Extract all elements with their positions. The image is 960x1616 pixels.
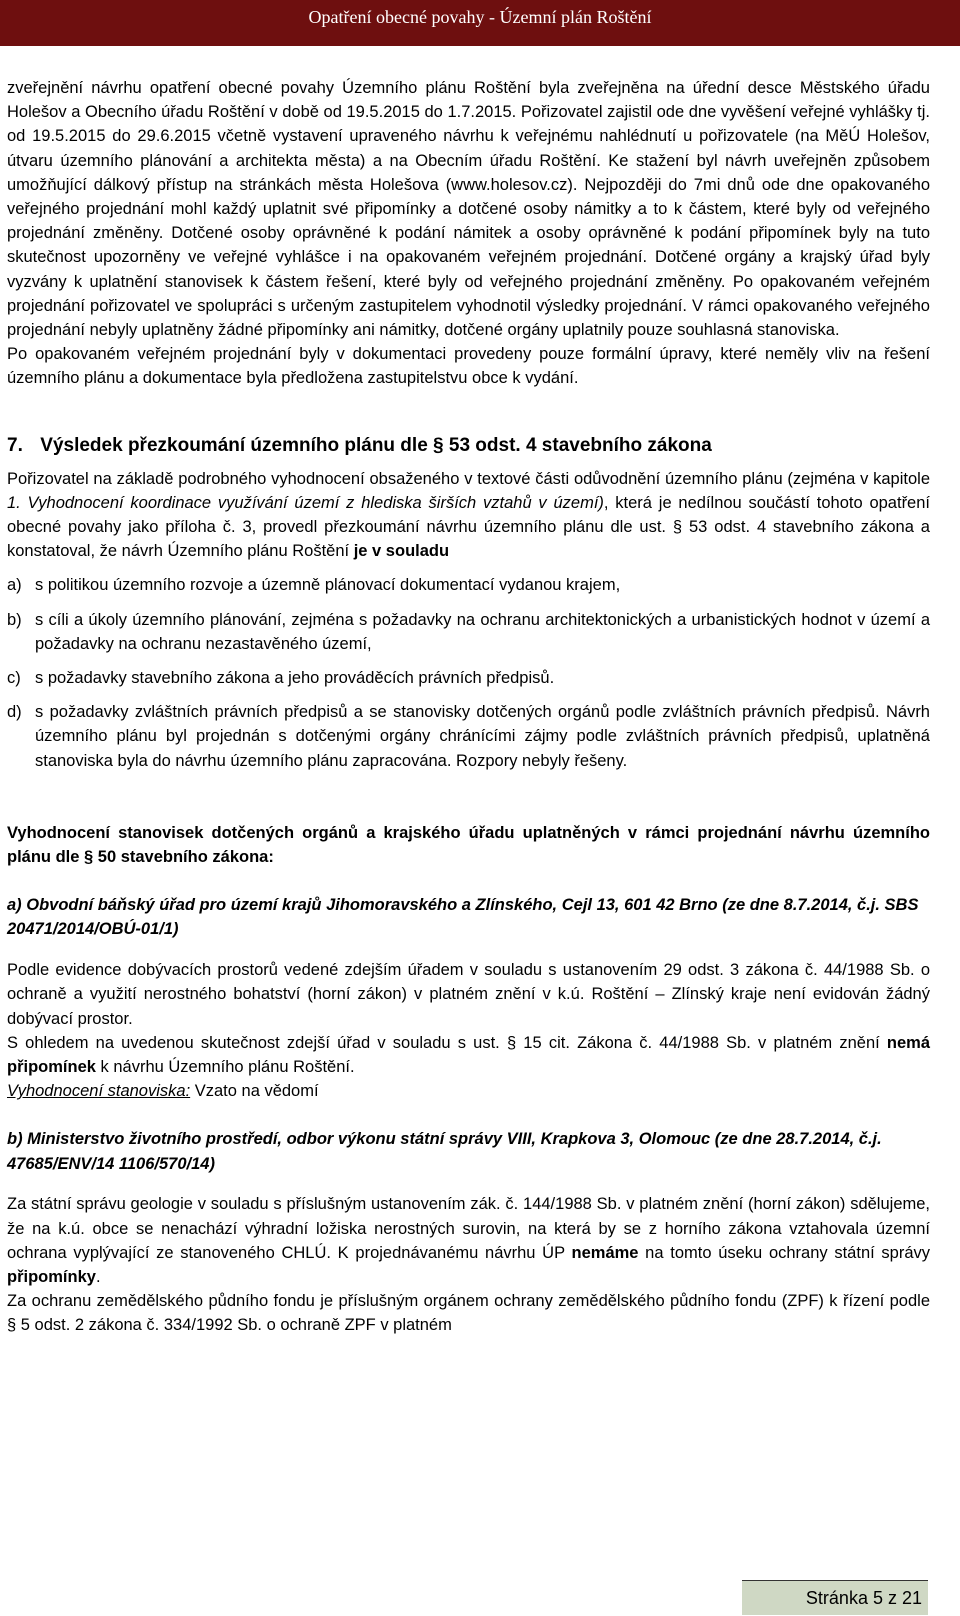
- header-title: Opatření obecné povahy - Územní plán Roštění: [308, 7, 652, 27]
- text-run: S ohledem na uvedenou skutečnost zdejší úřad v souladu s ust. § 15 cit. Zákona č. 44/1988 Sb. v platném znění: [7, 1033, 887, 1052]
- text-run: na tomto úseku ochrany státní správy: [638, 1243, 931, 1262]
- list-text: s cíli a úkoly územního plánování, zejména s požadavky na ochranu architektonických a urbanistických hodnot v území a požadavky na ochranu nezastavěného území,: [35, 610, 930, 653]
- text-run: Pořizovatel na základě podrobného vyhodnocení obsaženého v textové části odůvodnění územního plánu (zejména v kapitole: [7, 469, 930, 488]
- list-item: [7, 608, 930, 656]
- list-item: [7, 573, 930, 597]
- compliance-list: [7, 573, 930, 772]
- page-number-footer: [742, 1580, 928, 1615]
- intro-paragraph-2: Po opakovaném veřejném projednání byly v dokumentaci provedeny pouze formální úpravy, které neměly vliv na řešení územního plánu a dokumentace byla předložena zastupitelstvu obce k vydání.: [7, 345, 930, 388]
- document-body: [7, 76, 930, 1338]
- authority-a-paragraph-1: Podle evidence dobývacích prostorů vedené zdejším úřadem v souladu s ustanovením 29 odst. 3 zákona č. 44/1988 Sb. o ochraně a využití nerostného bohatství (horní zákon) v platném znění v k.ú. Roštění – Zlínský kraje není evidován žádný dobývací prostor.: [7, 961, 930, 1028]
- authority-b-heading: b) Ministerstvo životního prostředí, odbor výkonu státní správy VIII, Krapkova 3, Olomouc (ze dne 28.7.2014, č.j. 47685/ENV/14 1106/570/14): [7, 1130, 882, 1173]
- list-label: c): [7, 669, 21, 688]
- authority-a-paragraph-2: [7, 1031, 930, 1079]
- list-text: s požadavky zvláštních právních předpisů a se stanovisky dotčených orgánů podle zvláštních právních předpisů. Návrh územního plánu byl projednán s dotčenými orgány chránícími zájmy podle zvláštních právních předpisů, uplatněná stanoviska byla do návrhu územního plánu zapracována. Rozpory nebyly řešeny.: [35, 703, 930, 770]
- text-run: Za státní správu geologie v souladu s příslušným ustanovením zák. č. 144/1988 Sb. v platném znění (horní zákon) sdělujeme, že na k.ú. obce se nenachází výhradní ložiska nerostných surovin, na která by se z horního zákona vztahovala územní ochrana vyplývající ze stanoveného CHLÚ. K projednávanému návrhu ÚP: [7, 1195, 930, 1262]
- authority-b-paragraph-2: Za ochranu zemědělského půdního fondu je příslušným orgánem ochrany zemědělského půdního fondu (ZPF) k řízení podle § 5 odst. 2 zákona č. 334/1992 Sb. o ochraně ZPF v platném: [7, 1292, 930, 1335]
- evaluation-heading: Vyhodnocení stanovisek dotčených orgánů a krajského úřadu uplatněných v rámci projednání návrhu územního plánu dle § 50 stavebního zákona:: [7, 823, 930, 867]
- evaluation-label: Vyhodnocení stanoviska:: [7, 1082, 191, 1101]
- list-text: s požadavky stavebního zákona a jeho prováděcích právních předpisů.: [35, 669, 555, 688]
- list-text: s politikou územního rozvoje a územně plánovací dokumentací vydanou krajem,: [35, 576, 621, 595]
- list-item: [7, 700, 930, 773]
- list-label: a): [7, 576, 22, 595]
- text-run: .: [95, 1267, 101, 1286]
- bold-run: připomínky: [7, 1267, 96, 1286]
- list-label: d): [7, 703, 22, 722]
- intro-paragraph-1: zveřejnění návrhu opatření obecné povahy Územního plánu Roštění byla zveřejněna na úřední desce Městského úřadu Holešov a Obecního úřadu Roštění v době od 19.5.2015 do 1.7.2015. Pořizovatel zajistil ode dne vyvěšení veřejné vyhlášky tj. od 19.5.2015 do 29.6.2015 včetně vystavení upraveného návrhu k veřejnému nahlédnutí u pořizovatele (na MěÚ Holešov, útvaru územního plánování a architekta města) a na Obecním úřadu Roštění. Ke stažení byl návrh uveřejněn způsobem umožňující dálkový přístup na stránkách města Holešova (www.holesov.cz). Nejpozději do 7mi dnů ode dne opakovaného veřejného projednání mohl každý uplatnit své připomínky a dotčené osoby námitky a to k částem, které byly od veřejného projednání změněny. Dotčené osoby oprávněné k podání námitek a osoby oprávněné k podání připomínek byly na tuto skutečnost upozorněny ve veřejné vyhlášce i na opakovaném veřejném projednání. Dotčené orgány a krajský úřad byly vyzvány k uplatnění stanovisek k částem řešení, které byly od veřejného projednání změněny. Po opakovaném veřejném projednání pořizovatel ve spolupráci s určeným zastupitelem vyhodnotil výsledky projednání. V rámci opakovaného veřejného projednání nebyly uplatněny žádné připomínky ani námitky, dotčené orgány uplatnily pouze souhlasná stanoviska.: [7, 79, 930, 340]
- text-run: k návrhu Územního plánu Roštění.: [95, 1058, 355, 1076]
- section-7-paragraph: [7, 467, 930, 564]
- authority-b-paragraph-1: [7, 1192, 930, 1289]
- authority-a-heading: a) Obvodní báňský úřad pro území krajů Jihomoravského a Zlínského, Cejl 13, 601 42 Brno (ze dne 8.7.2014, č.j. SBS 20471/2014/OBÚ-01/1): [7, 896, 919, 939]
- section-title: Výsledek přezkoumání územního plánu dle § 53 odst. 4 stavebního zákona: [40, 434, 712, 456]
- bold-run: nemáme: [571, 1243, 639, 1262]
- italic-run: 1. Vyhodnocení koordinace využívání území z hlediska širších vztahů v území): [7, 493, 604, 512]
- bold-run: je v souladu: [353, 542, 450, 561]
- page-number: Stránka 5 z 21: [805, 1588, 922, 1608]
- authority-a-evaluation: [7, 1079, 930, 1103]
- list-label: b): [7, 610, 22, 629]
- list-item: [7, 666, 930, 690]
- text-run: , která je nedílnou součástí tohoto opatření obecné povahy jako příloha č. 3, provedl přezkoumání návrhu územního plánu dle ust. § 53 odst. 4 stavebního zákona a konstatoval, že návrh Územního plánu Roštění: [7, 493, 930, 561]
- page-header: [0, 0, 960, 46]
- section-7-heading: [7, 433, 930, 459]
- section-number: 7.: [7, 434, 23, 456]
- evaluation-text: Vzato na vědomí: [190, 1082, 319, 1101]
- bold-run: nemá připomínek: [7, 1033, 930, 1076]
